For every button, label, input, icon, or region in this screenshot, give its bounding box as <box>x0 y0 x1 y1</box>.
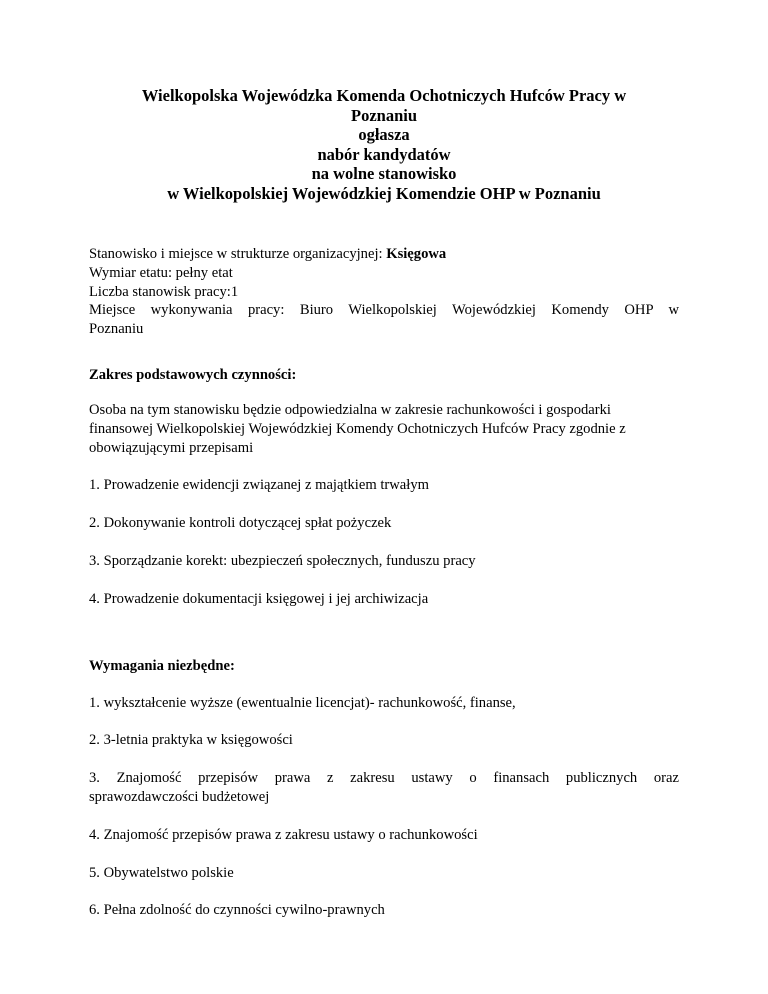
position-label: Stanowisko i miejsce w strukturze organizacyjnej: <box>89 246 387 262</box>
duty-item-4: 4. Prowadzenie dokumentacji księgowej i jej archiwizacja <box>89 590 429 607</box>
requirement-item-5: 5. Obywatelstwo polskie <box>89 864 234 881</box>
requirement-item-4: 4. Znajomość przepisów prawa z zakresu ustawy o rachunkowości <box>89 826 478 843</box>
title-line-5: na wolne stanowisko <box>311 164 457 183</box>
duties-intro <box>89 401 679 457</box>
duties-intro-line-2: finansowej Wielkopolskiej Wojewódzkiej Komendy Ochotniczych Hufców Pracy zgodnie z <box>89 420 626 437</box>
position-line <box>89 245 679 264</box>
position-info <box>89 245 679 339</box>
requirement-item-3 <box>89 769 679 807</box>
requirement-item-1: 1. wykształcenie wyższe (ewentualnie licencjat)- rachunkowość, finanse, <box>89 694 516 711</box>
document-body <box>89 86 679 920</box>
requirements-heading: Wymagania niezbędne: <box>89 657 235 674</box>
workplace-line-2: Poznaniu <box>89 321 144 338</box>
duty-item-2: 2. Dokonywanie kontroli dotyczącej spłat pożyczek <box>89 515 392 532</box>
title-line-4: nabór kandydatów <box>317 144 451 164</box>
positions-count-line: Liczba stanowisk pracy:1 <box>89 283 239 300</box>
title-line-2: Poznaniu <box>350 105 418 125</box>
duties-intro-line-3: obowiązującymi przepisami <box>89 439 254 456</box>
requirement-item-3-line-1: 3. Znajomość przepisów prawa z zakresu ustawy o finansach publicznych oraz <box>89 770 679 787</box>
workload-line: Wymiar etatu: pełny etat <box>89 264 233 281</box>
duties-intro-line-1: Osoba na tym stanowisku będzie odpowiedzialna w zakresie rachunkowości i gospodarki <box>89 401 611 418</box>
title-line-6: w Wielkopolskiej Wojewódzkiej Komendzie OHP w Poznaniu <box>167 183 601 203</box>
requirement-item-6: 6. Pełna zdolność do czynności cywilno-prawnych <box>89 902 385 919</box>
title-line-1: Wielkopolska Wojewódzka Komenda Ochotniczych Hufców Pracy w <box>141 86 627 105</box>
duties-heading: Zakres podstawowych czynności: <box>89 366 297 383</box>
title-line-3: ogłasza <box>358 125 410 144</box>
duty-item-3: 3. Sporządzanie korekt: ubezpieczeń społecznych, funduszu pracy <box>89 552 476 569</box>
requirement-item-2: 2. 3-letnia praktyka w księgowości <box>89 732 293 749</box>
duty-item-1: 1. Prowadzenie ewidencji związanej z majątkiem trwałym <box>89 477 429 494</box>
requirement-item-3-line-2: sprawozdawczości budżetowej <box>89 788 270 805</box>
position-value: Księgowa <box>386 246 447 262</box>
workplace-line-1: Miejsce wykonywania pracy: Biuro Wielkopolskiej Wojewódzkiej Komendy OHP w <box>89 302 679 319</box>
announcement-title <box>89 86 679 203</box>
